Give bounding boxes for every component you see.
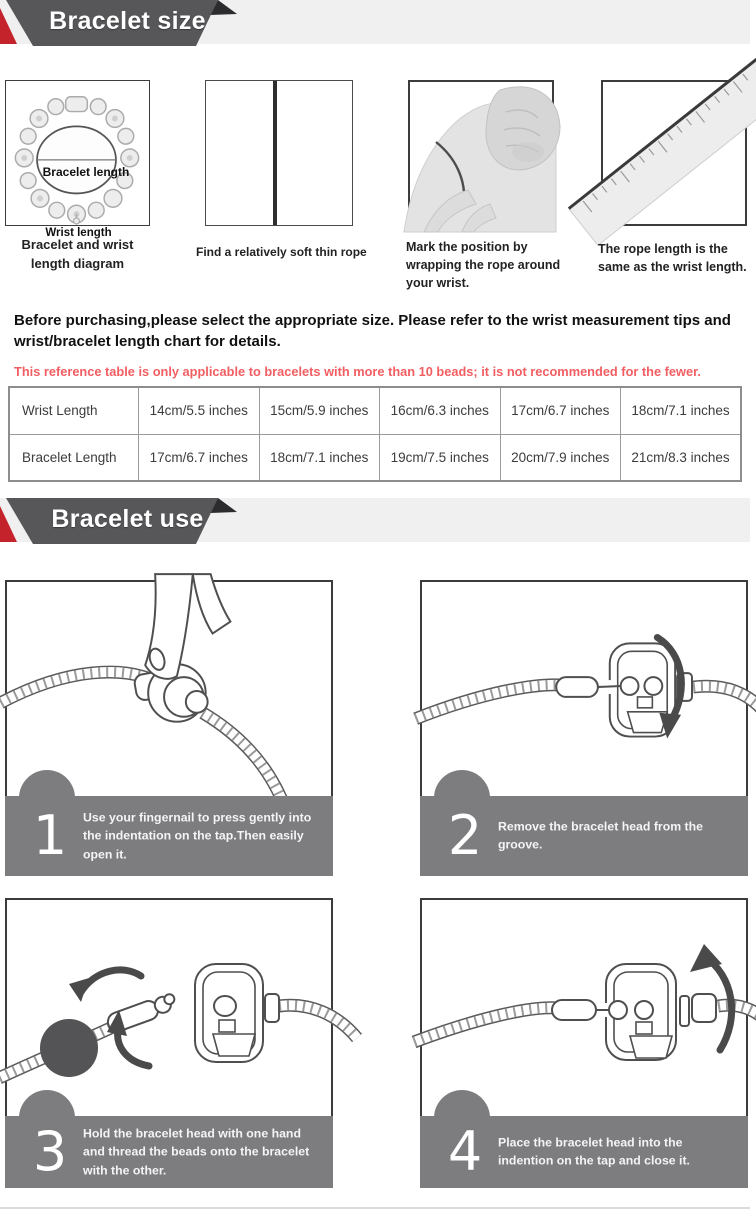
ruler-illustration xyxy=(603,82,745,224)
step-caption-bar xyxy=(420,1116,748,1188)
warning-text: This reference table is only applicable to bracelets with more than 10 beads; it is not recommended for the fewer. xyxy=(14,363,701,379)
table-cell: 18cm/7.1 inches xyxy=(259,434,380,481)
section-title: Bracelet size xyxy=(49,7,206,35)
table-cell: 20cm/7.9 inches xyxy=(500,434,621,481)
rope-photo xyxy=(205,80,353,226)
step-caption-diagram: Bracelet and wrist length diagram xyxy=(21,237,134,271)
table-cell: 17cm/6.7 inches xyxy=(500,387,621,434)
table-cell: 15cm/5.9 inches xyxy=(259,387,380,434)
step-number: 1 xyxy=(32,804,68,867)
step-caption-wrap: Mark the position by wrapping the rope around your wrist. xyxy=(406,240,561,291)
step-caption: Use your fingernail to press gently into the indentation on the tap.Then easily open it. xyxy=(83,810,312,862)
step-number: 2 xyxy=(447,804,483,867)
intro-text: Before purchasing,please select the appropriate size. Please refer to the wrist measurement tips and wrist/bracelet length chart for details. xyxy=(14,312,731,350)
wrist-hand-illustration xyxy=(410,82,552,224)
step-number: 3 xyxy=(32,1120,68,1183)
step-caption-bar xyxy=(420,796,748,876)
step4-illustration xyxy=(422,900,746,1112)
table-cell: 19cm/7.5 inches xyxy=(380,434,501,481)
rope-line xyxy=(273,81,277,225)
step-number: 4 xyxy=(447,1120,483,1183)
table-cell: 17cm/6.7 inches xyxy=(139,434,260,481)
table-row xyxy=(9,387,741,434)
row-header: Bracelet Length xyxy=(9,434,139,481)
bracelet-size-banner xyxy=(0,0,750,47)
step-caption: Place the bracelet head into the indention on the tap and close it. xyxy=(498,1135,690,1168)
bracelet-diagram-photo xyxy=(5,80,150,239)
use-step-2-panel xyxy=(420,580,748,876)
bracelet-ring-illustration xyxy=(6,81,147,224)
table-row xyxy=(9,434,741,481)
table-cell: 21cm/8.3 inches xyxy=(621,434,742,481)
step2-illustration xyxy=(422,582,746,796)
wrist-length-label: Wrist length xyxy=(45,227,112,239)
bracelet-use-banner xyxy=(0,498,750,545)
section-title: Bracelet use xyxy=(51,505,204,533)
table-cell: 16cm/6.3 inches xyxy=(380,387,501,434)
wrist-wrap-photo xyxy=(408,80,554,226)
size-table xyxy=(8,386,742,482)
ruler-photo xyxy=(601,80,747,226)
table-cell: 18cm/7.1 inches xyxy=(621,387,742,434)
use-step-1-panel xyxy=(5,580,333,876)
step-caption-rope: Find a relatively soft thin rope xyxy=(196,245,367,259)
step1-illustration xyxy=(7,582,331,796)
step-caption-bar xyxy=(5,796,333,876)
bracelet-length-label: Bracelet length xyxy=(42,165,130,179)
step-caption-length: The rope length is the same as the wrist length. xyxy=(598,242,747,275)
row-header: Wrist Length xyxy=(9,387,139,434)
step-caption-bar xyxy=(5,1116,333,1188)
step3-illustration xyxy=(7,900,331,1112)
use-step-3-panel xyxy=(5,898,333,1188)
step-caption: Remove the bracelet head from the groove. xyxy=(498,819,704,852)
table-cell: 14cm/5.5 inches xyxy=(139,387,260,434)
step-caption: Hold the bracelet head with one hand and thread the beads onto the bracelet with the other. xyxy=(83,1126,310,1178)
bottom-divider xyxy=(0,1207,750,1209)
use-step-4-panel xyxy=(420,898,748,1188)
